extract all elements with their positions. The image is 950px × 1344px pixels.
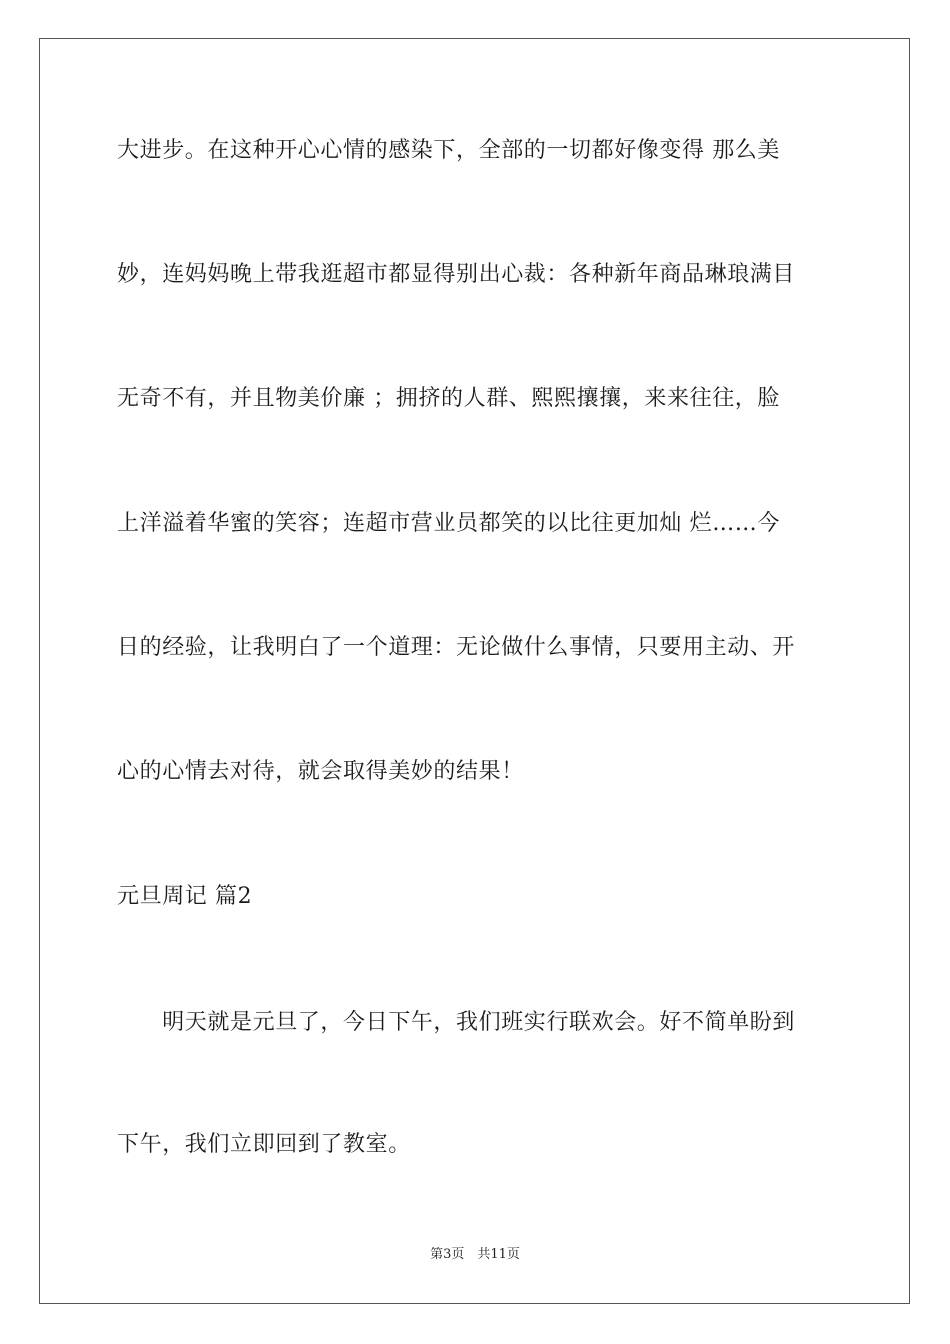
body-line: 无奇不有，并且物美价廉 ；拥挤的人群、熙熙攘攘，来来往往，脸 [117,386,780,411]
section-line: 下午，我们立即回到了教室。 [117,1132,411,1157]
body-line: 日的经验，让我明白了一个道理：无论做什么事情，只要用主动、开 [117,635,796,660]
body-line: 心的心情去对待，就会取得美妙的结果！ [117,759,524,784]
body-line: 妙，连妈妈晚上带我逛超市都显得别出心裁：各种新年商品琳琅满目 [117,262,796,287]
body-line: 大进步。在这种开心心情的感染下，全部的一切都好像变得 那么美 [117,138,780,163]
body-line: 上洋溢着华蜜的笑容；连超市营业员都笑的以比往更加灿 烂……今 [117,511,780,536]
page-number-footer: 第3页 共11页 [430,1247,520,1262]
section-line: 明天就是元旦了，今日下午，我们班实行联欢会。好不简单盼到 [117,1010,796,1035]
page-border [39,38,910,1304]
section-heading: 元旦周记 篇2 [117,884,253,909]
